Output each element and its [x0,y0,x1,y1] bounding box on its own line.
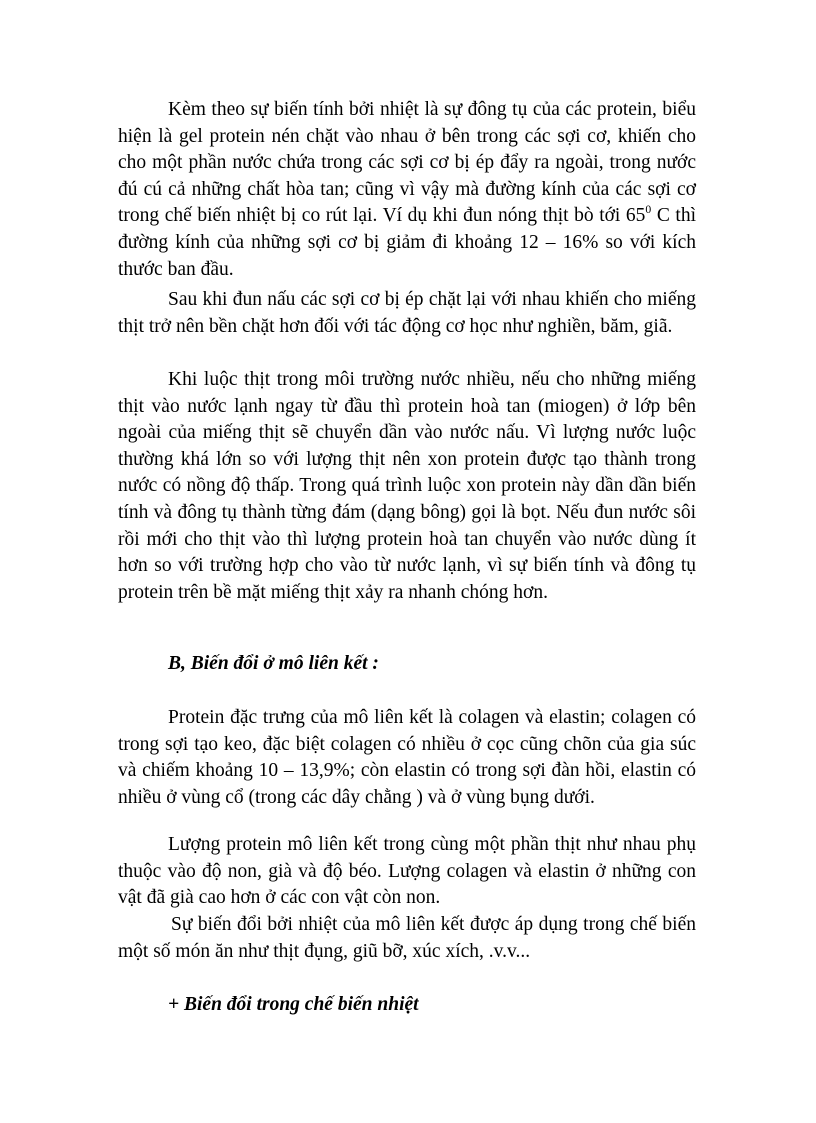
paragraph-protein-coagulation [118,97,696,283]
section-heading-connective-tissue: B, Biến đổi ở mô liên kết : [168,653,379,674]
paragraph-fiber-compression: Sau khi đun nấu các sợi cơ bị ép chặt lại với nhau khiến cho miếng thịt trở nên bền chặt hơn đối với tác động cơ học như nghiền, băm, giã. [118,289,696,337]
subsection-heading-heat-processing: + Biến đổi trong chế biến nhiệt [168,994,419,1015]
degree-superscript: 0 [645,203,652,217]
paragraph-text: Kèm theo sự biến tính bởi nhiệt là sự đông tụ của các protein, biểu hiện là gel protein nén chặt vào nhau ở bên trong các sợi cơ, khiến cho cho một phần nước chứa trong các sợi cơ bị ép đẩy ra ngoài, trong nước đú cú cả những chất hòa tan; cũng vì vậy mà đường kính của các sợi cơ trong chế biến nhiệt bị co rút lại. Ví dụ khi đun nóng thịt bò tới 65 [118,99,696,227]
paragraph-heat-applications: Sự biến đổi bởi nhiệt của mô liên kết được áp dụng trong chế biến một số món ăn như thịt đụng, giũ bỡ, xúc xích, .v.v... [118,914,696,962]
paragraph-boiling-meat: Khi luộc thịt trong môi trường nước nhiều, nếu cho những miếng thịt vào nước lạnh ngay từ đầu thì protein hoà tan (miogen) ở lớp bên ngoài của miếng thịt sẽ chuyển dần vào nước nấu. Vì lượng nước luộc thường khá lớn so với lượng thịt nên xon protein được tạo thành trong nước có nồng độ thấp. Trong quá trình luộc xon protein này dần dần biến tính và đông tụ thành từng đám (dạng bông) gọi là bọt. Nếu đun nước sôi rồi mới cho thịt vào thì lượng protein hoà tan chuyển vào nước dùng ít hơn so với trường hợp cho vào từ nước lạnh, vì sự biến tính và đông tụ protein trên bề mặt miếng thịt xảy ra nhanh chóng hơn. [118,369,696,603]
paragraph-text: C thì đường kính của những sợi cơ bị giảm đi khoảng 12 – 16% so với kích thước ban đầu. [118,205,696,280]
paragraph-collagen-elastin: Protein đặc trưng của mô liên kết là colagen và elastin; colagen có trong sợi tạo keo, đặc biệt colagen có nhiều ở cọc cũng chõn của gia súc và chiếm khoảng 10 – 13,9%; còn elastin có trong sợi đàn hồi, elastin có nhiều ở vùng cổ (trong các dây chằng ) và ở vùng bụng dưới. [118,707,696,808]
paragraph-connective-protein-amount: Lượng protein mô liên kết trong cùng một phần thịt như nhau phụ thuộc vào độ non, già và độ béo. Lượng colagen và elastin ở những con vật đã già cao hơn ở các con vật còn non. [118,834,696,909]
